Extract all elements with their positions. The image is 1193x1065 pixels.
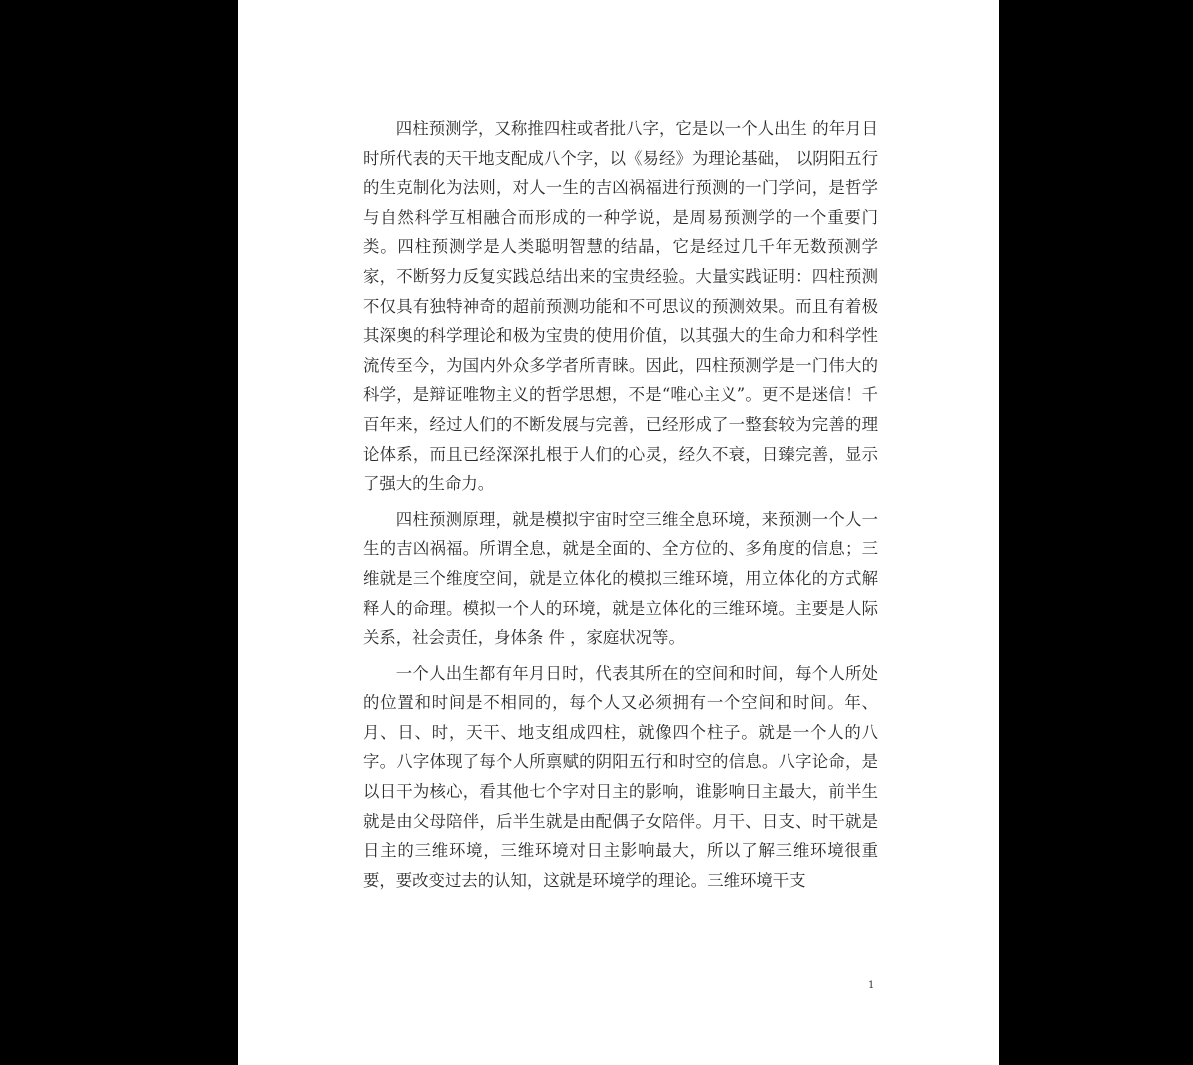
paragraph-2: 四柱预测原理，就是模拟宇宙时空三维全息环境，来预测一个人一生的吉凶祸福。所谓全息，就是全面的、全方位的、多角度的信息；三维就是三个维度空间，就是立体化的模拟三维环境，用立体化的方式解释人的命理。模拟一个人的环境，就是立体化的三维环境。主要是人际关系，社会责任，身体条 件 ，家庭状况等。 — [363, 509, 878, 648]
paragraph-1: 四柱预测学，又称推四柱或者批八字，它是以一个人出生 的年月日时所代表的天干地支配成八个字，以《易经》为理论基础， 以阴阳五行的生克制化为法则，对人一生的吉凶祸福进行预测的一门学问，是哲学与自然科学互相融合而形成的一种学说，是周易预测学的一个重要门类。四柱预测学是人类聪明智慧的结晶，它是经过几千年无数预测学家，不断努力反复实践总结出来的宝贵经验。大量实践证明：四柱预测不仅具有独特神奇的超前预测功能和不可思议的预测效果。而且有着极其深奥的科学理论和极为宝贵的使用价值，以其强大的生命力和科学性流传至今，为国内外众多学者所青睐。因此，四柱预测学是一门伟大的科学，是辩证唯物主义的哲学思想，不是“唯心主义”。更不是迷信！千百年来，经过人们的不断发展与完善，已经形成了一整套较为完善的理论体系，而且已经深深扎根于人们的心灵，经久不衰，日臻完善，显示了强大的生命力。 — [363, 119, 878, 494]
body-text — [363, 114, 878, 901]
document-page — [238, 0, 999, 1065]
page-number: 1 — [868, 980, 875, 991]
paragraph-3: 一个人出生都有年月日时，代表其所在的空间和时间，每个人所处的位置和时间是不相同的，每个人又必须拥有一个空间和时间。年、月、日、时，天干、地支组成四柱，就像四个柱子。就是一个人的八字。八字体现了每个人所禀赋的阴阳五行和时空的信息。八字论命，是以日干为核心，看其他七个字对日主的影响，谁影响日主最大，前半生就是由父母陪伴，后半生就是由配偶子女陪伴。月干、日支、时干就是日主的三维环境，三维环境对日主影响最大，所以了解三维环境很重要，要改变过去的认知，这就是环境学的理论。三维环境干支 — [363, 663, 878, 890]
